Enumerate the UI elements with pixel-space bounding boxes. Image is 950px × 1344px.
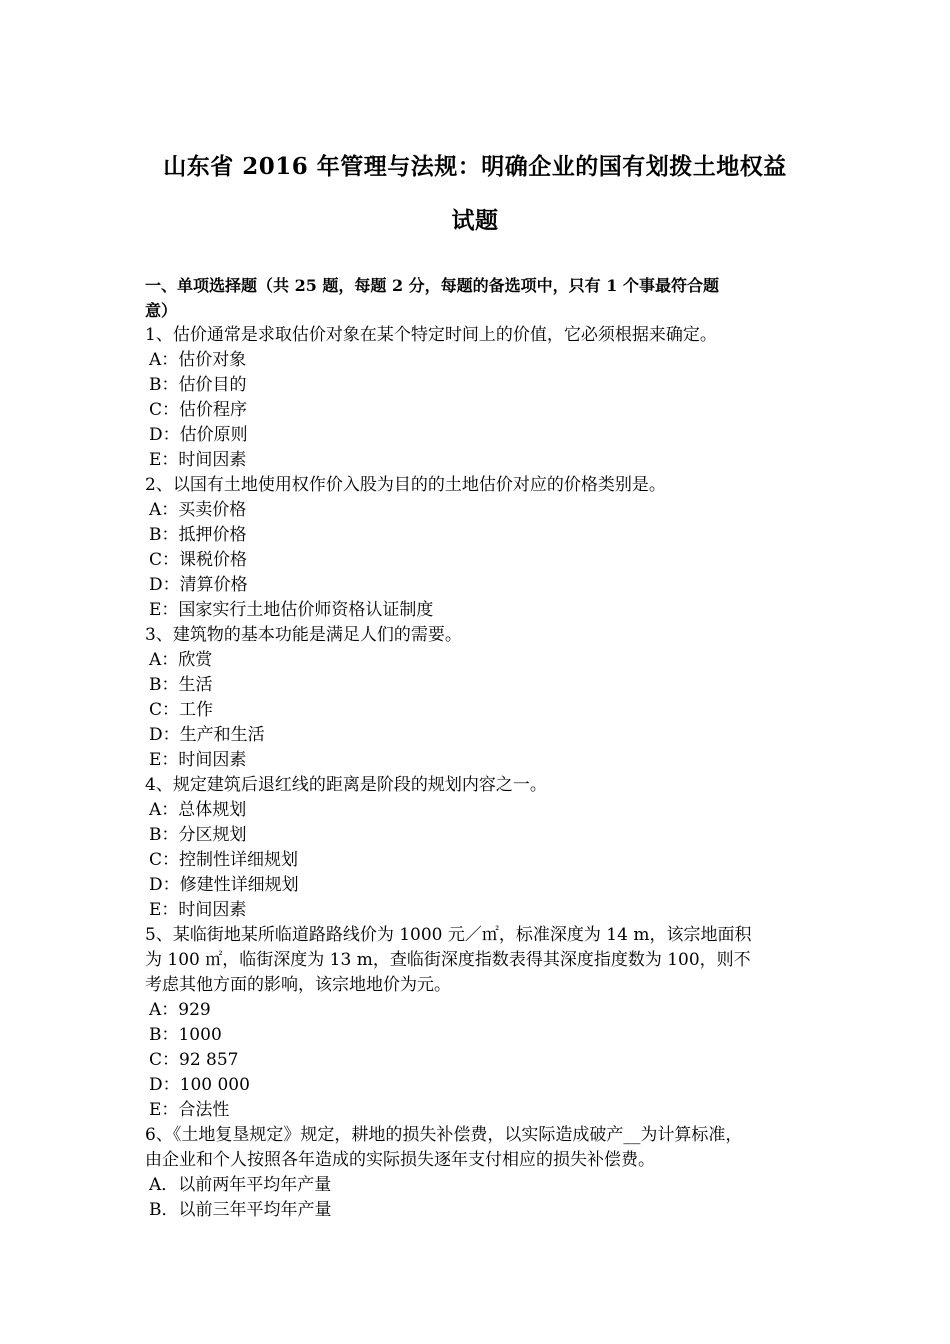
question-text: 5、某临街地某所临道路路线价为 1000 元／㎡，标准深度为 14 m，该宗地面积 [145,925,752,945]
option-d: D：估价原则 [149,425,248,445]
question-text-continued: 由企业和个人按照各年造成的实际损失逐年支付相应的损失补偿费。 [145,1150,655,1170]
question-text: 1、估价通常是求取估价对象在某个特定时间上的价值，它必须根据来确定。 [145,325,717,345]
option-d: D：100 000 [149,1075,250,1095]
option-a: A：欣赏 [149,650,213,670]
option-e: E：国家实行土地估价师资格认证制度 [149,600,434,620]
option-a: A．以前两年平均年产量 [149,1175,332,1195]
question-text-continued: 考虑其他方面的影响，该宗地地价为元。 [145,975,451,995]
question-text-continued: 为 100 ㎡，临街深度为 13 m，查临街深度指数表得其深度指度数为 100，则不 [145,950,751,970]
option-b: B：分区规划 [149,825,247,845]
option-c: C：控制性详细规划 [149,850,299,870]
question-text: 4、规定建筑后退红线的距离是阶段的规划内容之一。 [145,775,547,795]
section-heading-continued: 意） [145,301,178,320]
document-body [145,273,817,1223]
question-6 [145,1123,817,1223]
question-3 [145,623,817,773]
option-e: E：时间因素 [149,900,247,920]
option-b: B：1000 [149,1025,222,1045]
option-a: A：估价对象 [149,350,247,370]
question-text: 3、建筑物的基本功能是满足人们的需要。 [145,625,462,645]
document-title-line-1: 山东省 2016 年管理与法规：明确企业的国有划拨土地权益 [163,153,787,180]
question-text: 2、以国有土地使用权作价入股为目的的土地估价对应的价格类别是。 [145,475,666,495]
question-4 [145,773,817,923]
option-e: E：合法性 [149,1100,230,1120]
option-b: B．以前三年平均年产量 [149,1200,332,1220]
option-b: B：生活 [149,675,213,695]
option-c: C：92 857 [149,1050,239,1070]
option-a: A：929 [149,1000,211,1020]
option-d: D：清算价格 [149,575,248,595]
question-5 [145,923,817,1123]
question-2 [145,473,817,623]
option-a: A：总体规划 [149,800,247,820]
section-heading: 一、单项选择题（共 25 题，每题 2 分，每题的备选项中，只有 1 个事最符合题 [145,276,719,295]
option-c: C：估价程序 [149,400,248,420]
question-text: 6、《土地复垦规定》规定，耕地的损失补偿费，以实际造成破产__为计算标准， [145,1125,743,1145]
option-b: B：估价目的 [149,375,247,395]
option-e: E：时间因素 [149,450,247,470]
question-1 [145,323,817,473]
option-d: D：生产和生活 [149,725,265,745]
option-c: C：工作 [149,700,214,720]
option-c: C：课税价格 [149,550,248,570]
option-a: A：买卖价格 [149,500,247,520]
document-title-line-2: 试题 [451,207,499,234]
option-b: B：抵押价格 [149,525,247,545]
option-d: D：修建性详细规划 [149,875,299,895]
option-e: E：时间因素 [149,750,247,770]
